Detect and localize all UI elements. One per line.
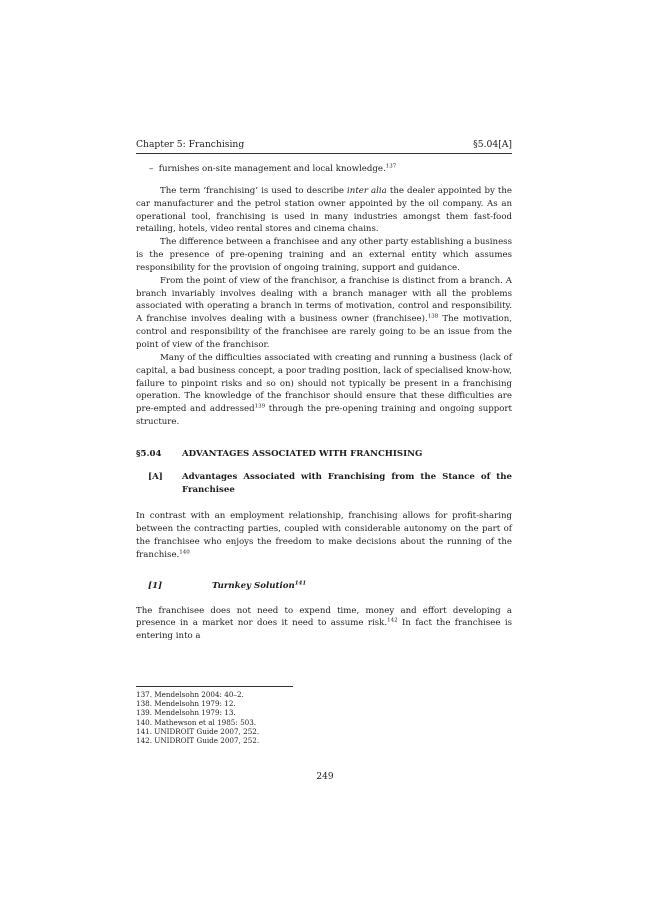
paragraph-5: In contrast with an employment relationship, franchising allows for profit-sharing between the contracting parties, coupled with considerable autonomy on the part of the franchisee who enjoys the freedom to make decisions about the running of the franchise.$^{140}$ bbox=[136, 511, 512, 560]
paragraph-1: The term ‘franchising’ is used to describe inter alia the dealer appointed by the car manufacturer and the petrol station owner appointed by the oil company. As an operational tool, franchising is used in many industries amongst them fast-food retailing, hotels, video rental stores and cinema chains. bbox=[136, 185, 513, 235]
footnote-ref[interactable]: 138 bbox=[427, 313, 439, 320]
body-text bbox=[136, 163, 512, 643]
subsection-title: Advantages Associated with Franchising from the Stance of the Franchisee bbox=[182, 471, 512, 495]
bullet-dash: – bbox=[149, 164, 154, 174]
paragraph-6: The franchisee does not need to expend time, money and effort developing a presence in a market nor does it need to assume risk.$^{142}$ In fact the franchisee is entering into a bbox=[136, 605, 512, 642]
footnote: 137. Mendelsohn 2004: 40–2. bbox=[136, 690, 244, 699]
footnote-ref[interactable]: 137 bbox=[385, 163, 397, 170]
paragraph-3: From the point of view of the franchisor, a franchise is distinct from a branch. A branch invariably involves dealing with a branch manager with all the problems associated with operating a branch in terms of motivation, control and responsibility. A franchise involves dealing with a business owner (franchisee).$^{138}$ The motivation, control and responsibility of the franchisee are rarely going to be an issue from the point of view of the franchisor. bbox=[136, 275, 512, 350]
footnote-ref[interactable]: 141 bbox=[294, 580, 307, 587]
footnote: 142. UNIDROIT Guide 2007, 252. bbox=[136, 736, 260, 746]
subsubsection-number: [1] bbox=[148, 580, 163, 591]
paragraph-2: The difference between a franchisee and any other party establishing a business is the presence of pre-opening training and an external entity which assumes responsibility for the provision of ongoing training, support and guidance. bbox=[136, 237, 512, 273]
subsubsection-heading bbox=[136, 580, 512, 593]
footnote: 141. UNIDROIT Guide 2007, 252. bbox=[136, 726, 260, 736]
paragraph-4: Many of the difficulties associated with creating and running a business (lack of capital, a bad business concept, a poor trading position, lack of specialised know-how, failure to pinpoint risks and so on) should not typically be present in a franchising operation. The knowledge of the franchisor should ensure that these difficulties are pre-empted and addressed$^{139}$ through the pre-opening training and ongoing support structure. bbox=[136, 352, 512, 428]
subsection-heading bbox=[136, 471, 512, 497]
page-number: 249 bbox=[316, 772, 334, 782]
footnote: 140. Mathewson et al 1985: 503. bbox=[136, 717, 257, 727]
running-header bbox=[136, 139, 512, 154]
footnote-ref[interactable]: 140 bbox=[179, 549, 190, 556]
chapter-title: Chapter 5: Franchising bbox=[136, 139, 245, 150]
section-number: §5.04 bbox=[136, 448, 162, 459]
section-reference: §5.04[A] bbox=[473, 139, 512, 150]
section-title: ADVANTAGES ASSOCIATED WITH FRANCHISING bbox=[182, 448, 423, 459]
subsubsection-title: Turnkey Solution$^{141}$ bbox=[212, 580, 307, 591]
section-heading bbox=[136, 448, 512, 461]
bullet-item: – furnishes on-site management and local knowledge.$^{137}$ bbox=[149, 163, 397, 174]
subsection-number: [A] bbox=[148, 471, 163, 482]
footnote-ref[interactable]: 139 bbox=[254, 403, 266, 410]
footnote: 138. Mendelsohn 1979: 12. bbox=[136, 699, 236, 709]
footnote-divider bbox=[136, 686, 293, 687]
footnote: 139. Mendelsohn 1979: 13. bbox=[136, 708, 236, 718]
footnote-ref[interactable]: 142 bbox=[387, 617, 398, 624]
footnotes bbox=[136, 690, 512, 745]
